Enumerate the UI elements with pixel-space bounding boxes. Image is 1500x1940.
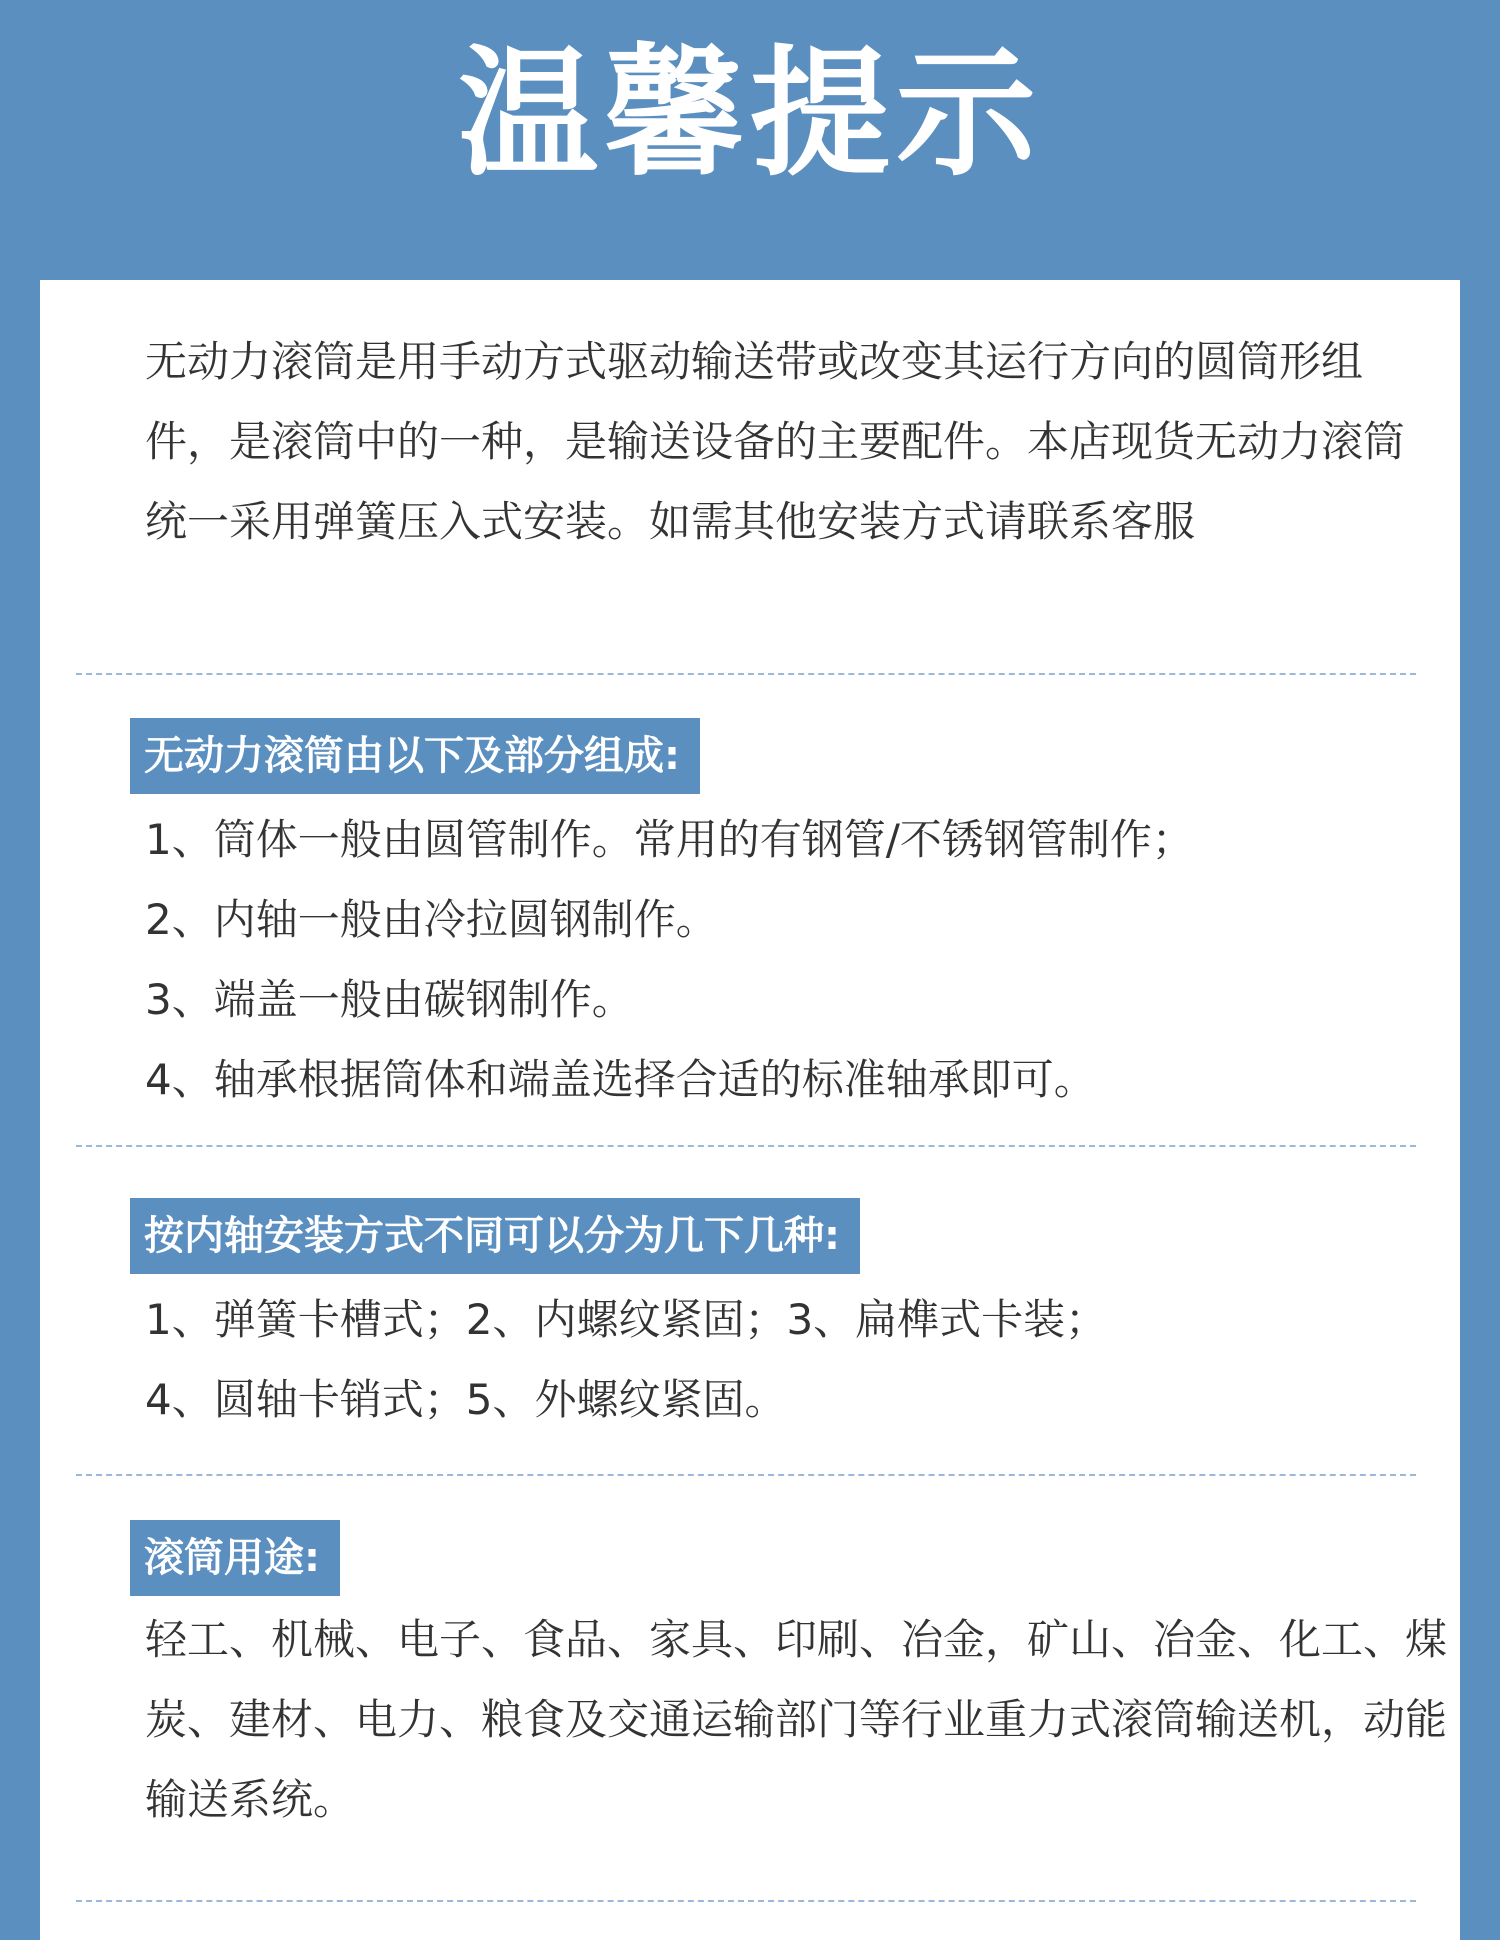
list-item: 1、筒体一般由圆管制作。常用的有钢管/不锈钢管制作； <box>145 815 1194 864</box>
divider <box>76 1145 1416 1147</box>
section-heading-usage: 滚筒用途: <box>130 1520 340 1596</box>
page-title: 温馨提示 <box>457 33 1042 196</box>
section-heading-install: 按内轴安装方式不同可以分为几下几种: <box>130 1198 860 1274</box>
list-item: 2、内轴一般由冷拉圆钢制作。 <box>145 895 718 944</box>
header-banner <box>0 0 1500 280</box>
install-list <box>145 1280 1107 1440</box>
list-item: 4、轴承根据筒体和端盖选择合适的标准轴承即可。 <box>145 1055 1096 1104</box>
section-heading-components: 无动力滚筒由以下及部分组成: <box>130 718 700 794</box>
list-item: 1、弹簧卡槽式；2、内螺纹紧固；3、扁榫式卡装； <box>145 1295 1108 1344</box>
intro-paragraph: 无动力滚筒是用手动方式驱动输送带或改变其运行方向的圆筒形组件，是滚筒中的一种，是输送设备的主要配件。本店现货无动力滚筒统一采用弹簧压入式安装。如需其他安装方式请联系客服 <box>145 337 1406 546</box>
list-item: 4、圆轴卡销式；5、外螺纹紧固。 <box>145 1375 787 1424</box>
notice-card <box>40 280 1460 1940</box>
divider <box>76 1474 1416 1476</box>
list-item: 3、端盖一般由碳钢制作。 <box>145 975 634 1024</box>
usage-paragraph: 轻工、机械、电子、食品、家具、印刷、冶金，矿山、冶金、化工、煤炭、建材、电力、粮食及交通运输部门等行业重力式滚筒输送机，动能输送系统。 <box>145 1615 1448 1824</box>
divider <box>76 1900 1416 1902</box>
divider <box>76 673 1416 675</box>
components-list <box>145 800 1194 1120</box>
